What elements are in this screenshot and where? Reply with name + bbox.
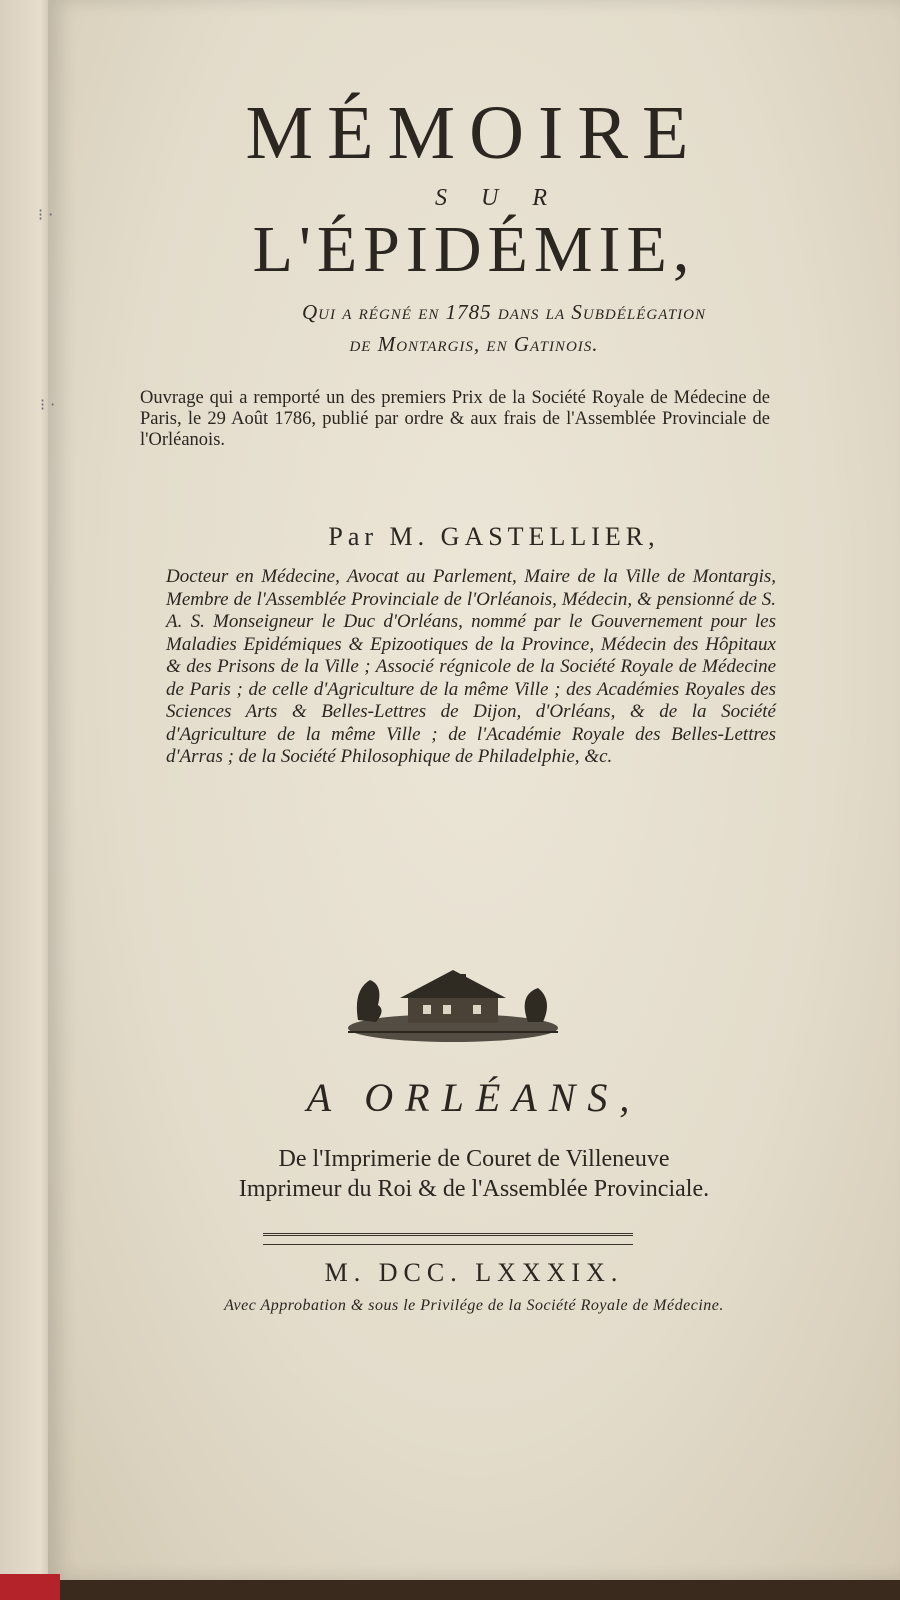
red-cloth xyxy=(0,1574,60,1600)
title-page xyxy=(38,0,900,1580)
table-edge xyxy=(48,1580,900,1600)
approbation-line: Avec Approbation & sous le Privilége de la Société Royale de Médecine. xyxy=(224,1297,724,1314)
printer-line-2: Imprimeur du Roi & de l'Assemblée Provinciale. xyxy=(238,1176,710,1202)
margin-pencil-marks: ⁝ · xyxy=(38,205,54,224)
printers-vignette-illustration xyxy=(338,960,568,1050)
imprint-city: A ORLÉANS, xyxy=(306,1075,642,1120)
subtitle-line-2: de Montargis, en Gatinois. xyxy=(349,332,599,356)
publication-date: M. DCC. LXXXIX. xyxy=(324,1258,624,1287)
author-credentials: Docteur en Médecine, Avocat au Parlement, Maire de la Ville de Montargis, Membre de l'Assemblée Provinciale de l'Orléanois, Médecin, & pensionné de S. A. S. Monseigneur le Duc d'Orléans, nommé par le Gouvernement pour les Maladies Epidémiques & Epizootiques de la Province, Médecin des Hôpitaux & des Prisons de la Ville ; Associé régnicole de la Société Royale de Médecine de Paris ; de celle d'Agriculture de la même Ville ; des Académies Royales des Sciences Arts & Belles-Lettres de Dijon, d'Orléans, & de la Société d'Agriculture de la même Ville ; de l'Académie Royale des Belles-Lettres d'Arras ; de la Société Philosophique de Philadelphie, &c. xyxy=(166,566,776,767)
decorative-rule xyxy=(263,1233,633,1245)
margin-pencil-marks-lower: ⁝ · xyxy=(40,395,56,414)
book-subject: L'ÉPIDÉMIE, xyxy=(252,213,696,286)
book-title: MÉMOIRE xyxy=(245,91,703,175)
subtitle-line-1: Qui a régné en 1785 dans la Subdélégation xyxy=(301,300,706,324)
title-connector: SUR xyxy=(435,185,581,211)
prize-statement: Ouvrage qui a remporté un des premiers Prix de la Société Royale de Médecine de Paris, le 29 Août 1786, publié par ordre & aux frais de l'Assemblée Provinciale de l'Orléanois. xyxy=(140,388,770,450)
printer-line-1: De l'Imprimerie de Couret de Villeneuve xyxy=(278,1146,670,1172)
author-line: Par M. GASTELLIER, xyxy=(328,522,660,551)
